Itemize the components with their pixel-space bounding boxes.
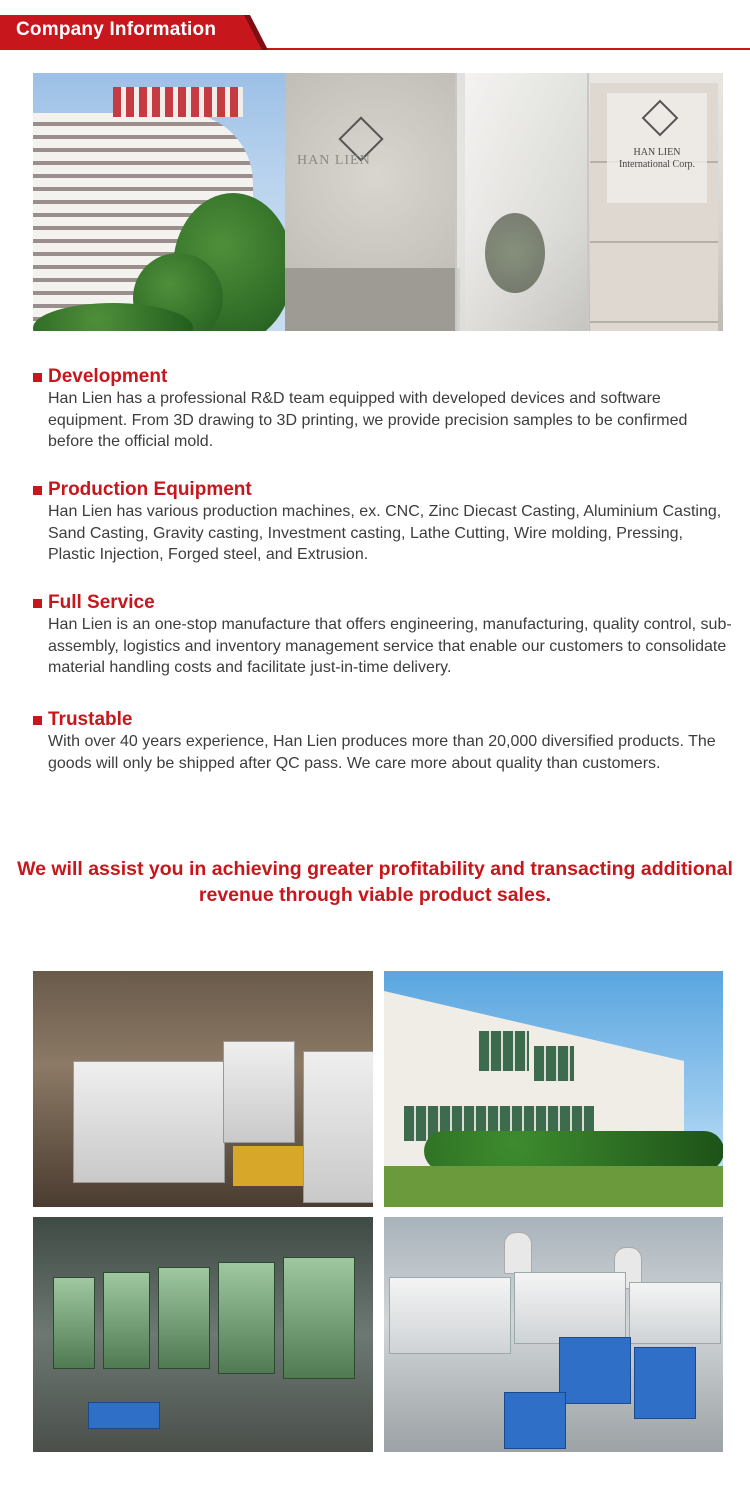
production-machine — [103, 1272, 150, 1369]
section-heading — [33, 709, 733, 731]
section-body: Han Lien has various production machines, ex. CNC, Zinc Diecast Casting, Aluminium Casting, Sand Casting, Gravity casting, Investment casting, Lathe Cutting, Wire molding, Pressing, Plastic Injection, Forged steel, and Extrusion. — [48, 503, 722, 563]
injection-machine — [514, 1272, 626, 1344]
section-header — [0, 0, 750, 52]
section-heading — [33, 479, 733, 501]
production-machine — [218, 1262, 275, 1374]
section-title: Trustable — [48, 709, 133, 730]
cnc-workshop-photo — [33, 971, 373, 1207]
hedge — [424, 1131, 723, 1171]
section-body: With over 40 years experience, Han Lien produces more than 20,000 diversified products. The goods will only be shipped after QC pass. We care more about quality than customers. — [48, 733, 716, 772]
plant — [485, 213, 545, 293]
tower-windows — [113, 87, 243, 117]
section-title: Production Equipment — [48, 479, 252, 500]
reception-desk — [285, 268, 460, 331]
square-bullet-icon — [33, 716, 42, 725]
blue-bin — [559, 1337, 631, 1404]
injection-machine — [629, 1282, 721, 1344]
hopper — [504, 1232, 532, 1274]
cnc-machine — [223, 1041, 295, 1143]
lobby-photo — [285, 73, 723, 331]
sign-line-1: HAN LIEN — [633, 147, 681, 158]
square-bullet-icon — [33, 373, 42, 382]
square-bullet-icon — [33, 599, 42, 608]
cnc-machine — [73, 1061, 225, 1183]
lawn — [384, 1166, 723, 1207]
production-line-photo — [33, 1217, 373, 1452]
building-windows — [534, 1046, 574, 1081]
section-full-service — [33, 592, 733, 679]
injection-machine — [389, 1277, 511, 1354]
glass-door — [455, 73, 589, 331]
blue-bin — [504, 1392, 566, 1449]
section-body: Han Lien is an one-stop manufacture that offers engineering, manufacturing, quality control, sub-assembly, logistics and inventory management service that enable our customers to consolidate material handling costs and facilitate just-in-time delivery. — [48, 616, 732, 676]
production-machine — [53, 1277, 95, 1369]
factory-building-photo — [384, 971, 723, 1207]
square-bullet-icon — [33, 486, 42, 495]
office-tower-photo — [33, 73, 285, 331]
production-machine — [158, 1267, 210, 1369]
section-development — [33, 366, 733, 453]
section-production-equipment — [33, 479, 733, 566]
section-heading — [33, 592, 733, 614]
blue-bin — [88, 1402, 160, 1429]
cnc-machine — [303, 1051, 373, 1203]
sign-line-2: International Corp. — [618, 159, 696, 170]
wall-logo-text: HAN LIEN — [297, 153, 371, 168]
section-heading — [33, 366, 733, 388]
tagline: We will assist you in achieving greater profitability and transacting additional revenue through viable product sales. — [17, 858, 733, 906]
parts-crate — [233, 1146, 303, 1186]
section-trustable — [33, 709, 733, 774]
building-windows — [479, 1031, 529, 1071]
production-machine — [283, 1257, 355, 1379]
section-title: Development — [48, 366, 168, 387]
section-title: Full Service — [48, 592, 155, 613]
blue-bin — [634, 1347, 696, 1419]
section-body: Han Lien has a professional R&D team equipped with developed devices and software equipment. From 3D drawing to 3D printing, we provide precision samples to be confirmed before the official mold. — [48, 390, 688, 450]
header-title: Company Information — [16, 19, 217, 40]
injection-molding-photo — [384, 1217, 723, 1452]
